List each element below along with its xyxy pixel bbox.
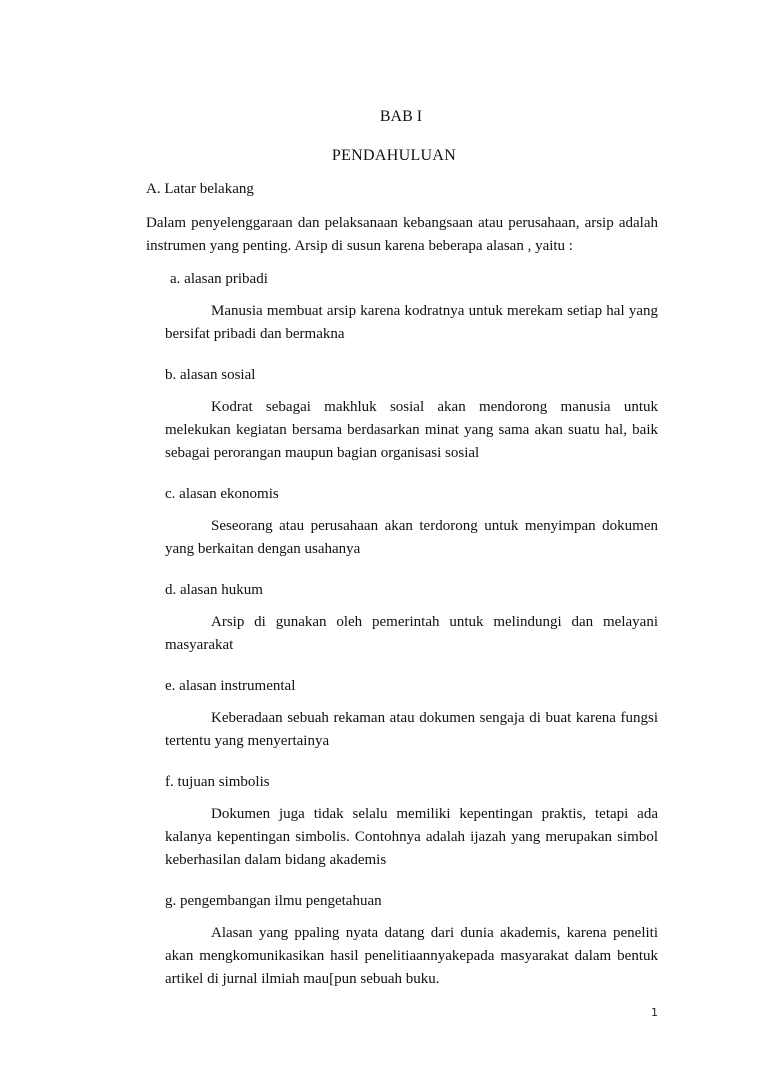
item-label: e. alasan instrumental [165,678,296,694]
item-description: Seseorang atau perusahaan akan terdorong untuk menyimpan dokumen yang berkaitan dengan usahanya [165,518,658,557]
item-description: Alasan yang ppaling nyata datang dari dunia akademis, karena peneliti akan mengkomunikasikan hasil penelitiaannyakepada masyarakat dalam bentuk artikel di jurnal ilmiah mau[pun sebuah buku. [165,925,658,987]
item-description: Manusia membuat arsip karena kodratnya untuk merekam setiap hal yang bersifat pribadi dan bermakna [165,303,658,342]
list-item [165,268,658,346]
list-item [165,483,658,561]
intro-paragraph: Dalam penyelenggaraan dan pelaksanaan kebangsaan atau perusahaan, arsip adalah instrumen yang penting. Arsip di susun karena beberapa alasan , yaitu : [146,215,658,254]
item-label: c. alasan ekonomis [165,486,279,502]
item-label: a. alasan pribadi [170,271,268,287]
list-item [165,364,658,465]
list-item [165,890,658,991]
item-description: Arsip di gunakan oleh pemerintah untuk melindungi dan melayani masyarakat [165,614,658,653]
item-description: Keberadaan sebuah rekaman atau dokumen sengaja di buat karena fungsi tertentu yang menyertainya [165,710,658,749]
chapter-title: PENDAHULUAN [331,147,457,164]
list-item [165,771,658,872]
item-label: f. tujuan simbolis [165,774,270,790]
section-heading: A. Latar belakang [146,181,254,197]
item-description: Kodrat sebagai makhluk sosial akan mendorong manusia untuk melekukan kegiatan bersama berdasarkan minat yang sama akan suatu hal, baik sebagai perorangan maupun bagian organisasi sosial [165,399,658,461]
item-description: Dokumen juga tidak selalu memiliki kepentingan praktis, tetapi ada kalanya kepentingan simbolis. Contohnya adalah ijazah yang merupakan simbol keberhasilan dalam bidang akademis [165,806,658,868]
chapter-number: BAB I [379,108,423,125]
item-label: g. pengembangan ilmu pengetahuan [165,893,382,909]
item-label: b. alasan sosial [165,367,256,383]
list-item [165,675,658,753]
reason-list [165,268,658,1009]
page-number: 1 [651,1006,658,1019]
item-label: d. alasan hukum [165,582,263,598]
list-item [165,579,658,657]
